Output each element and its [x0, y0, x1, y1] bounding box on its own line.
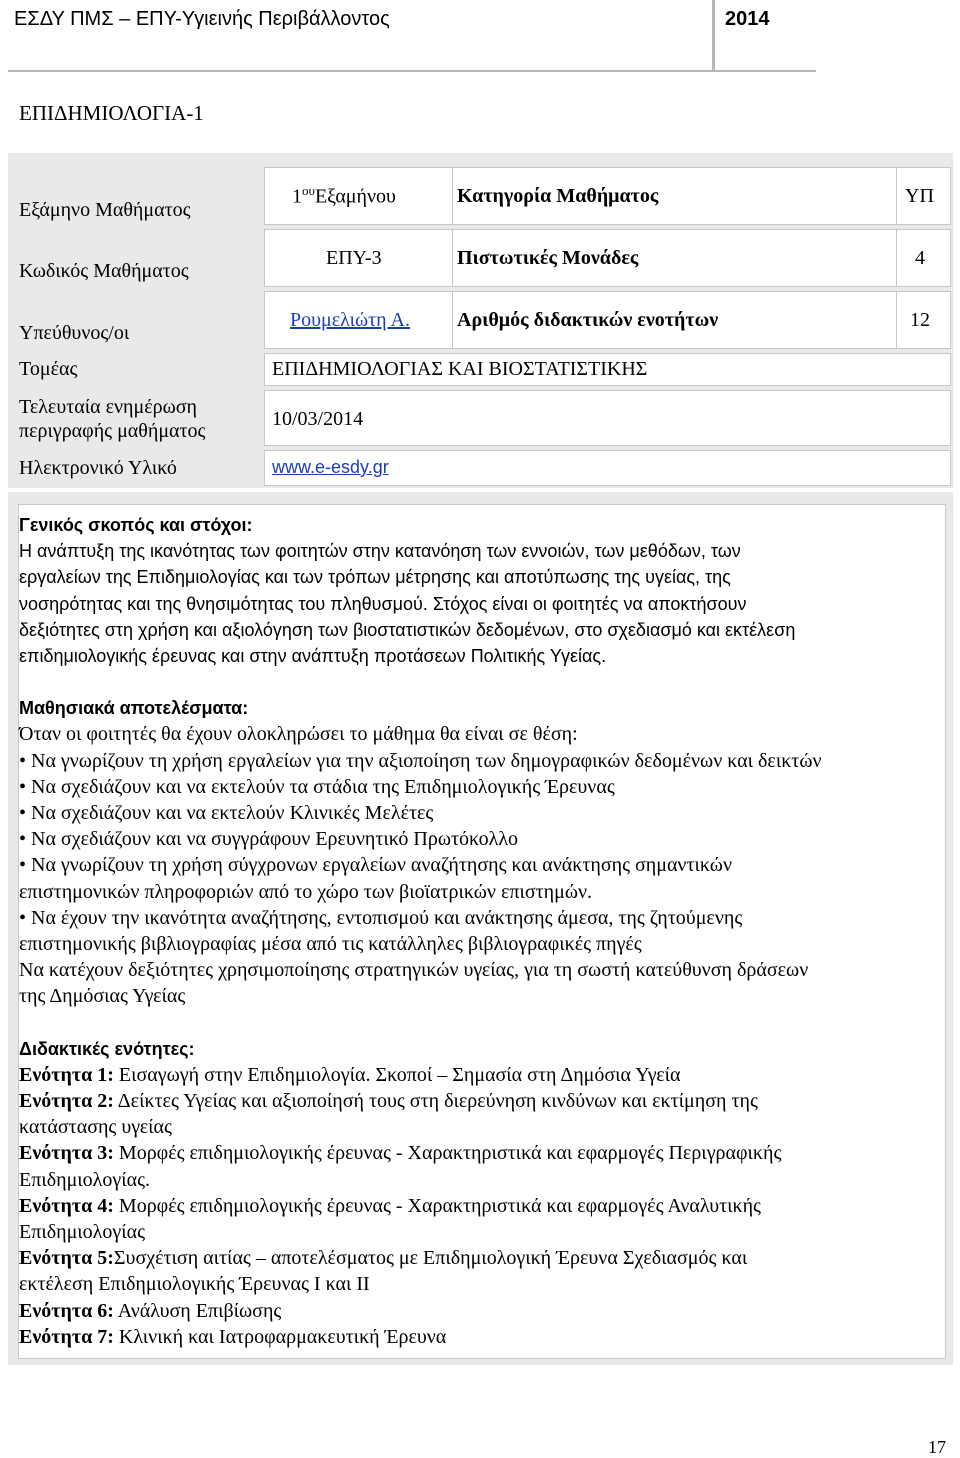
goals-line-3 — [19, 591, 934, 617]
code-value: ΕΠΥ-3 — [326, 247, 382, 269]
header-title: ΕΣΔΥ ΠΜΣ – ΕΠΥ-Υγιεινής Περιβάλλοντος — [14, 8, 390, 30]
updated-cell — [264, 390, 951, 446]
outcomes-intro: Όταν οι φοιτητές θα έχουν ολοκληρώσει το μάθημα θα είναι σε θέση: — [19, 723, 578, 746]
unit-text: Μορφές επιδημιολογικής έρευνας - Χαρακτηριστικά και εφαρμογές Αναλυτικής — [113, 1194, 761, 1217]
unit-text: Δείκτες Υγείας και αξιοποίησή τους στη διερεύνηση κινδύνων και εκτίμηση της — [113, 1090, 758, 1113]
outcome-line: της Δημόσιας Υγείας — [19, 985, 186, 1008]
page-header — [0, 0, 960, 72]
outcome-line: επιστημονικών πληροφοριών από το χώρο των βιοϊατρικών επιστημών. — [19, 880, 593, 903]
outcome-line: • Να γνωρίζουν τη χρήση σύγχρονων εργαλείων αναζήτησης και ανάκτησης σημαντικών — [19, 854, 732, 877]
unit-3-cont: Επιδημιολογίας. — [19, 1168, 150, 1191]
unit-5-cont: εκτέλεση Επιδημιολογικής Έρευνας Ι και ΙΙ — [19, 1273, 370, 1296]
goals-line-3-start: νοσηρότητας και της θνησιμότητας του πληθυσμού. — [19, 593, 428, 614]
category-label: Κατηγορία Μαθήματος — [457, 185, 659, 207]
document-title: ΕΠΙΔΗΜΙΟΛΟΓΙΑ-1 — [19, 101, 204, 125]
material-link[interactable]: www.e-esdy.gr — [272, 457, 389, 477]
unit-6 — [19, 1298, 934, 1324]
goals-line-4: δεξιότητες στη χρήση και αξιολόγηση των βιοστατιστικών δεδομένων, στο σχεδιασμό και εκτέλεση — [19, 619, 796, 640]
unit-label: Ενότητα 7: — [19, 1325, 114, 1348]
outcome-line: επιστημονικής βιβλιογραφίας μέσα από τις κατάλληλες βιβλιογραφικές πηγές — [19, 933, 642, 956]
unit-1 — [19, 1062, 934, 1088]
description-content — [19, 512, 934, 1350]
unit-7 — [19, 1324, 934, 1350]
semester-number: 1 — [292, 185, 302, 208]
sector-label: Τομέας — [19, 358, 78, 380]
category-value: ΥΠ — [905, 185, 934, 207]
outcome-line: • Να γνωρίζουν τη χρήση εργαλείων για την αξιοποίηση των δημογραφικών δεδομένων και δεικτών — [19, 749, 822, 772]
credits-value: 4 — [915, 247, 925, 269]
goals-line-5: επιδημιολογικής έρευνας και στην ανάπτυξη προτάσεων Πολιτικής Υγείας. — [19, 646, 607, 667]
unit-4 — [19, 1193, 934, 1219]
header-rule — [8, 70, 816, 72]
responsible-label: Υπεύθυνος/οι — [19, 322, 130, 344]
updated-label — [19, 395, 205, 443]
code-label: Κωδικός Μαθήματος — [19, 260, 189, 282]
unit-label: Ενότητα 4: — [19, 1194, 114, 1217]
unit-text: Εισαγωγή στην Επιδημιολογία. Σκοποί – Σημασία στη Δημόσια Υγεία — [113, 1063, 681, 1086]
updated-label-line-2: περιγραφής μαθήματος — [19, 420, 206, 442]
unit-5 — [19, 1245, 934, 1271]
header-year: 2014 — [725, 8, 770, 30]
responsible-link[interactable]: Ρουμελιώτη Α. — [290, 309, 410, 331]
outcome-line: • Να έχουν την ικανότητα αναζήτησης, εντοπισμού και ανάκτησης άμεσα, της ζητούμενης — [19, 906, 743, 929]
material-label: Ηλεκτρονικό Υλικό — [19, 457, 177, 479]
unit-2-cont: κατάστασης υγείας — [19, 1116, 172, 1139]
unit-text: Ανάλυση Επιβίωσης — [113, 1299, 282, 1322]
header-divider — [712, 0, 715, 72]
sector-value: ΕΠΙΔΗΜΙΟΛΟΓΙΑΣ ΚΑΙ ΒΙΟΣΤΑΤΙΣΤΙΚΗΣ — [272, 358, 648, 380]
unit-label: Ενότητα 3: — [19, 1142, 114, 1165]
unit-4-cont: Επιδημιολογίας — [19, 1221, 145, 1244]
outcome-line: Να κατέχουν δεξιότητες χρησιμοποίησης στρατηγικών υγείας, για τη σωστή κατεύθυνση δράσεων — [19, 959, 809, 982]
goals-line-1: Η ανάπτυξη της ικανότητας των φοιτητών στην κατανόηση των εννοιών, των μεθόδων, των — [19, 541, 741, 562]
unit-label: Ενότητα 6: — [19, 1299, 114, 1322]
unit-text: Μορφές επιδημιολογικής έρευνας - Χαρακτηριστικά και εφαρμογές Περιγραφικής — [113, 1142, 782, 1165]
goals-line-2: εργαλείων της Επιδημιολογίας και των τρόπων μέτρησης και αποτύπωσης της υγείας, της — [19, 567, 731, 588]
goals-heading: Γενικός σκοπός και στόχοι: — [19, 515, 253, 535]
unit-label: Ενότητα 1: — [19, 1063, 114, 1086]
unit-text: Συσχέτιση αιτίας – αποτελέσματος με Επιδημιολογική Έρευνα Σχεδιασμός και — [113, 1247, 748, 1270]
unit-text: Κλινική και Ιατροφαρμακευτική Έρευνα — [113, 1325, 447, 1348]
semester-label: Εξάμηνο Μαθήματος — [19, 199, 191, 221]
semester-ordinal: ου — [302, 183, 315, 198]
unit-3 — [19, 1140, 934, 1166]
outcomes-heading: Μαθησιακά αποτελέσματα: — [19, 698, 249, 719]
unit-label: Ενότητα 2: — [19, 1090, 114, 1113]
units-heading: Διδακτικές ενότητες: — [19, 1038, 195, 1059]
unit-2 — [19, 1088, 934, 1114]
unit-label: Ενότητα 5: — [19, 1247, 114, 1270]
outcome-line: • Να σχεδιάζουν και να εκτελούν Κλινικές Μελέτες — [19, 802, 434, 825]
updated-value: 10/03/2014 — [272, 408, 364, 430]
outcome-line: • Να σχεδιάζουν και να συγγράφουν Ερευνητικό Πρωτόκολλο — [19, 828, 519, 851]
updated-label-line-1: Τελευταία ενημέρωση — [19, 396, 198, 418]
semester-value — [292, 183, 396, 209]
credits-label: Πιστωτικές Μονάδες — [457, 247, 639, 269]
units-count-label: Αριθμός διδακτικών ενοτήτων — [457, 309, 719, 331]
goals-line-3-end: Στόχος είναι οι φοιτητές να αποκτήσουν — [427, 593, 747, 614]
outcome-line: • Να σχεδιάζουν και να εκτελούν τα στάδια της Επιδημιολογικής Έρευνας — [19, 775, 615, 798]
units-count-value: 12 — [910, 309, 930, 331]
page-number: 17 — [928, 1437, 946, 1457]
semester-word: Εξαμήνου — [314, 185, 396, 208]
